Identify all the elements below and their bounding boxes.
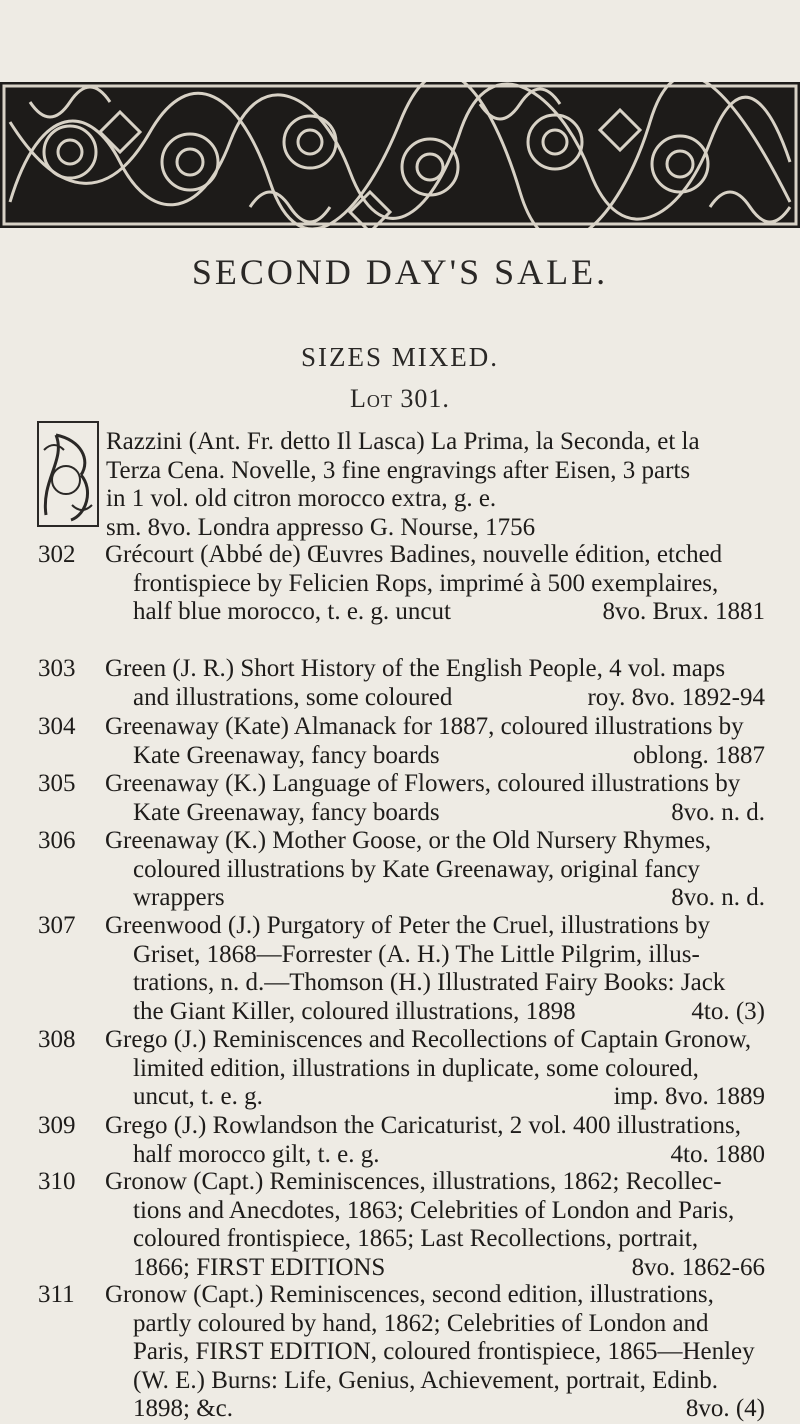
lot-number: 307: [38, 912, 76, 939]
description-line: [105, 799, 765, 828]
description-text: Green (J. R.) Short History of the English People, 4 vol. maps: [105, 655, 726, 682]
description-line: [105, 1367, 765, 1396]
description-text: frontispiece by Felicien Rops, imprimé à 500 exemplaires,: [133, 569, 719, 597]
lot-description: [105, 827, 765, 913]
description-line: [105, 1338, 765, 1367]
description-line: [105, 969, 765, 998]
format-date: imp. 8vo. 1889: [613, 1083, 765, 1110]
description-text: sm. 8vo. Londra appresso G. Nourse, 1756: [106, 513, 536, 541]
description-text: partly coloured by hand, 1862; Celebrities of London and: [133, 1309, 709, 1337]
description-line: [105, 1141, 765, 1170]
lot-description: [105, 541, 765, 627]
description-text: Greenaway (Kate) Almanack for 1887, coloured illustrations by: [105, 713, 744, 740]
format-date: 4to. 1880: [670, 1140, 765, 1168]
lot-number: 308: [38, 1026, 76, 1053]
format-date: 8vo. (4): [685, 1395, 765, 1422]
description-text: (W. E.) Burns: Life, Genius, Achievement, portrait, Edinb.: [133, 1366, 719, 1394]
description-text: tions and Anecdotes, 1863; Celebrities of London and Paris,: [133, 1196, 735, 1224]
description-line: [105, 941, 765, 970]
description-text: trations, n. d.—Thomson (H.) Illustrated Fairy Books: Jack: [133, 969, 726, 996]
lot-description: [105, 1112, 765, 1169]
ornamental-banner: [0, 82, 800, 228]
description-line: [105, 1281, 765, 1310]
format-date: 8vo. n. d.: [671, 884, 765, 911]
description-line: [105, 827, 765, 856]
lot-number: 306: [38, 827, 76, 854]
description-line: [105, 598, 765, 627]
description-text: Kate Greenaway, fancy boards: [133, 798, 440, 826]
description-line: [105, 570, 765, 599]
format-date: 8vo. Brux. 1881: [602, 598, 765, 625]
lot-number: 302: [38, 541, 76, 568]
description-text: Grécourt (Abbé de) Œuvres Badines, nouvelle édition, etched: [105, 541, 723, 568]
description-line: [105, 770, 765, 799]
description-text: limited edition, illustrations in duplicate, some coloured,: [133, 1054, 699, 1082]
description-line: [105, 541, 765, 570]
description-line: [105, 684, 765, 713]
lot-number: 304: [38, 713, 76, 740]
description-text: Grego (J.) Rowlandson the Caricaturist, 2 vol. 400 illustrations,: [105, 1112, 742, 1139]
description-text: coloured illustrations by Kate Greenaway, original fancy: [133, 855, 700, 883]
page-subtitle: SIZES MIXED.: [301, 342, 499, 372]
description-text: Razzini (Ant. Fr. detto Il Lasca) La Prima, la Seconda, et la: [106, 428, 700, 455]
description-line: [105, 1112, 765, 1141]
lot-number: 303: [38, 655, 76, 682]
description-text: the Giant Killer, coloured illustrations, 1898: [133, 997, 576, 1025]
description-text: Grego (J.) Reminiscences and Recollections of Captain Gronow,: [105, 1026, 752, 1053]
description-line: [105, 1083, 765, 1112]
description-line: [105, 1168, 765, 1197]
description-line: [105, 1197, 765, 1226]
description-text: Greenwood (J.) Purgatory of Peter the Cruel, illustrations by: [105, 912, 710, 939]
description-line: [106, 485, 766, 514]
format-date: 8vo. n. d.: [671, 798, 765, 826]
description-text: Griset, 1868—Forrester (A. H.) The Little Pilgrim, illus-: [133, 940, 700, 968]
description-line: [105, 1254, 765, 1283]
lot-number: 311: [38, 1281, 75, 1308]
lot-number: 310: [38, 1168, 76, 1195]
description-line: [105, 856, 765, 885]
lot-description: [105, 713, 765, 770]
description-text: and illustrations, some coloured: [133, 683, 453, 711]
lot-heading: Lot 301.: [350, 384, 450, 413]
lot-number: 305: [38, 770, 76, 797]
lot-description: [105, 770, 765, 827]
lot-description: [105, 1168, 765, 1282]
description-line: [105, 1310, 765, 1339]
description-text: half morocco gilt, t. e. g.: [133, 1140, 380, 1168]
description-text: 1866; FIRST EDITIONS: [133, 1253, 386, 1281]
format-date: oblong. 1887: [633, 741, 765, 769]
description-text: Gronow (Capt.) Reminiscences, second edition, illustrations,: [105, 1281, 714, 1308]
lot-description: [105, 1026, 765, 1112]
format-date: 4to. (3): [691, 997, 765, 1025]
description-text: in 1 vol. old citron morocco extra, g. e.: [106, 485, 497, 512]
description-line: [105, 1395, 765, 1424]
description-line: [105, 912, 765, 941]
description-line: [105, 998, 765, 1027]
page-title: SECOND DAY'S SALE.: [191, 252, 609, 292]
description-line: [105, 1026, 765, 1055]
description-line: [105, 884, 765, 913]
description-text: coloured frontispiece, 1865; Last Recollections, portrait,: [133, 1225, 699, 1252]
description-text: Greenaway (K.) Language of Flowers, coloured illustrations by: [105, 770, 741, 797]
description-line: [106, 428, 766, 457]
format-date: roy. 8vo. 1892-94: [587, 683, 765, 711]
ornament-graphic: [0, 82, 800, 228]
description-text: uncut, t. e. g.: [133, 1083, 263, 1110]
lot-description: [105, 1281, 765, 1424]
description-line: [106, 514, 766, 543]
description-text: wrappers: [133, 884, 225, 911]
description-line: [105, 713, 765, 742]
lot-description: [106, 428, 766, 542]
format-date: 8vo. 1862-66: [631, 1253, 765, 1281]
description-line: [106, 457, 766, 486]
lot-number: 309: [38, 1112, 76, 1139]
lot-description: [105, 912, 765, 1026]
description-text: Paris, FIRST EDITION, coloured frontispiece, 1865—Henley: [133, 1338, 755, 1365]
description-line: [105, 1225, 765, 1254]
description-text: Terza Cena. Novelle, 3 fine engravings after Eisen, 3 parts: [106, 456, 691, 484]
description-text: 1898; &c.: [133, 1395, 233, 1422]
description-text: half blue morocco, t. e. g. uncut: [133, 598, 451, 625]
description-line: [105, 742, 765, 771]
lot-description: [105, 655, 765, 712]
description-text: Kate Greenaway, fancy boards: [133, 741, 440, 769]
ornamental-initial-icon: [36, 420, 100, 528]
description-text: Gronow (Capt.) Reminiscences, illustrations, 1862; Recollec-: [105, 1168, 722, 1195]
description-line: [105, 1055, 765, 1084]
description-text: Greenaway (K.) Mother Goose, or the Old Nursery Rhymes,: [105, 827, 712, 854]
description-line: [105, 655, 765, 684]
